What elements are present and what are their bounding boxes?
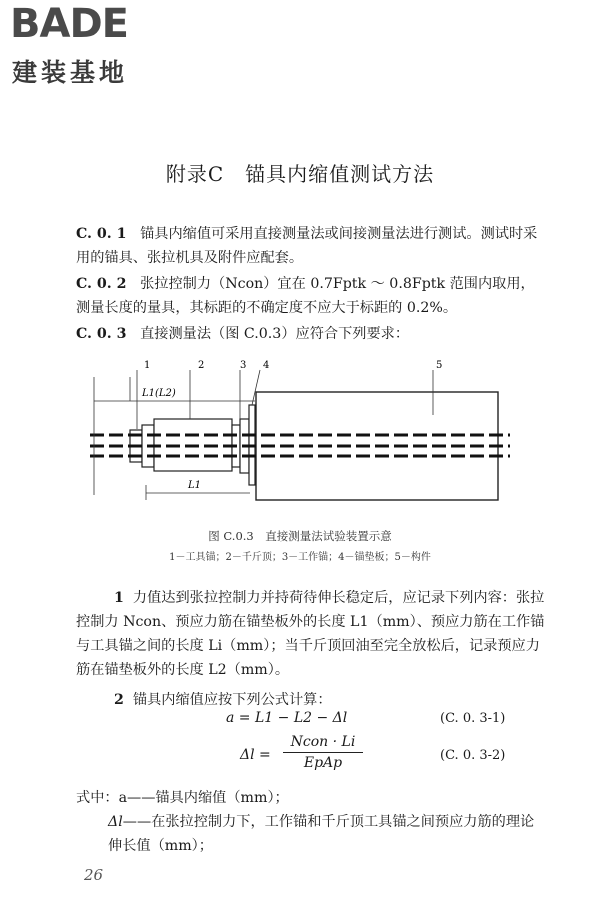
clause-c02 [76, 272, 546, 320]
logo-subtitle: 建装基地 [12, 58, 129, 87]
label-2: 2 [198, 360, 205, 371]
figure-caption: 图 C.0.3 直接测量法试验装置示意 [208, 529, 392, 543]
where-text: 锚具内缩值（mm）； [155, 790, 289, 806]
clause-text: 锚具内缩值可采用直接测量法或间接测量法进行测试。测试时采用的锚具、张拉机具及附件应配套。 [76, 226, 538, 266]
formula-2-denominator: EpAp [303, 755, 343, 771]
where-text: 在张拉控制力下，工作锚和千斤顶工具锚之间预应力筋的理论伸长值（mm）； [108, 814, 535, 854]
label-3: 3 [240, 360, 247, 371]
formula-2-lhs: Δl = [240, 747, 271, 763]
page-number: 26 [84, 866, 104, 884]
clause-text: 直接测量法（图 C.0.3）应符合下列要求： [140, 326, 410, 342]
where-line-2 [108, 810, 538, 858]
item-text: 力值达到张拉控制力并持荷待伸长稳定后，应记录下列内容：张拉控制力 Ncon、预应力筋在锚垫板外的长度 L1（mm）、预应力筋在工作锚与工具锚之间的长度 Li（mm）；当千斤顶回油至完全放松后，记录预应力筋在锚垫板外的长度 L2（mm）。 [76, 590, 545, 678]
dimension-top-label: L1(L2) [142, 388, 176, 399]
item-1 [76, 586, 546, 682]
where-line-1 [76, 786, 546, 810]
test-setup-diagram [80, 355, 520, 525]
where-dash: —— [122, 814, 152, 830]
clause-number: C. 0. 3 [76, 326, 127, 342]
where-symbol: Δl [108, 814, 123, 830]
clause-c03 [76, 322, 546, 346]
page-title: 附录C 锚具内缩值测试方法 [165, 162, 435, 186]
item-number: 2 [114, 692, 124, 708]
figure-legend: 1－工具锚；2－千斤顶；3－工作锚；4－锚垫板；5－构件 [169, 552, 431, 563]
item-number: 1 [114, 590, 124, 606]
formula-2-fraction [283, 734, 363, 771]
clause-number: C. 0. 1 [76, 226, 127, 242]
formula-2-numerator: Ncon · Li [283, 734, 363, 753]
formula-1: a = L1 − L2 − Δl [226, 710, 348, 726]
clause-text: 张拉控制力（Ncon）宜在 0.7Fptk ～ 0.8Fptk 范围内取用，测量长度的量具，其标距的不确定度不应大于标距的 0.2%。 [76, 276, 535, 316]
where-dash: —— [127, 790, 156, 806]
logo: BADE [10, 1, 128, 47]
dimension-bottom-label: L1 [188, 480, 202, 491]
label-4: 4 [263, 360, 270, 371]
item-2 [76, 688, 546, 712]
clause-c01 [76, 222, 546, 270]
label-1: 1 [144, 360, 151, 371]
formula-2-number: (C. 0. 3-2) [440, 748, 506, 763]
clause-number: C. 0. 2 [76, 276, 127, 292]
formula-1-number: (C. 0. 3-1) [440, 711, 506, 726]
where-symbol: 式中：a [76, 790, 128, 806]
item-text: 锚具内缩值应按下列公式计算： [132, 692, 332, 708]
label-5: 5 [436, 360, 443, 371]
